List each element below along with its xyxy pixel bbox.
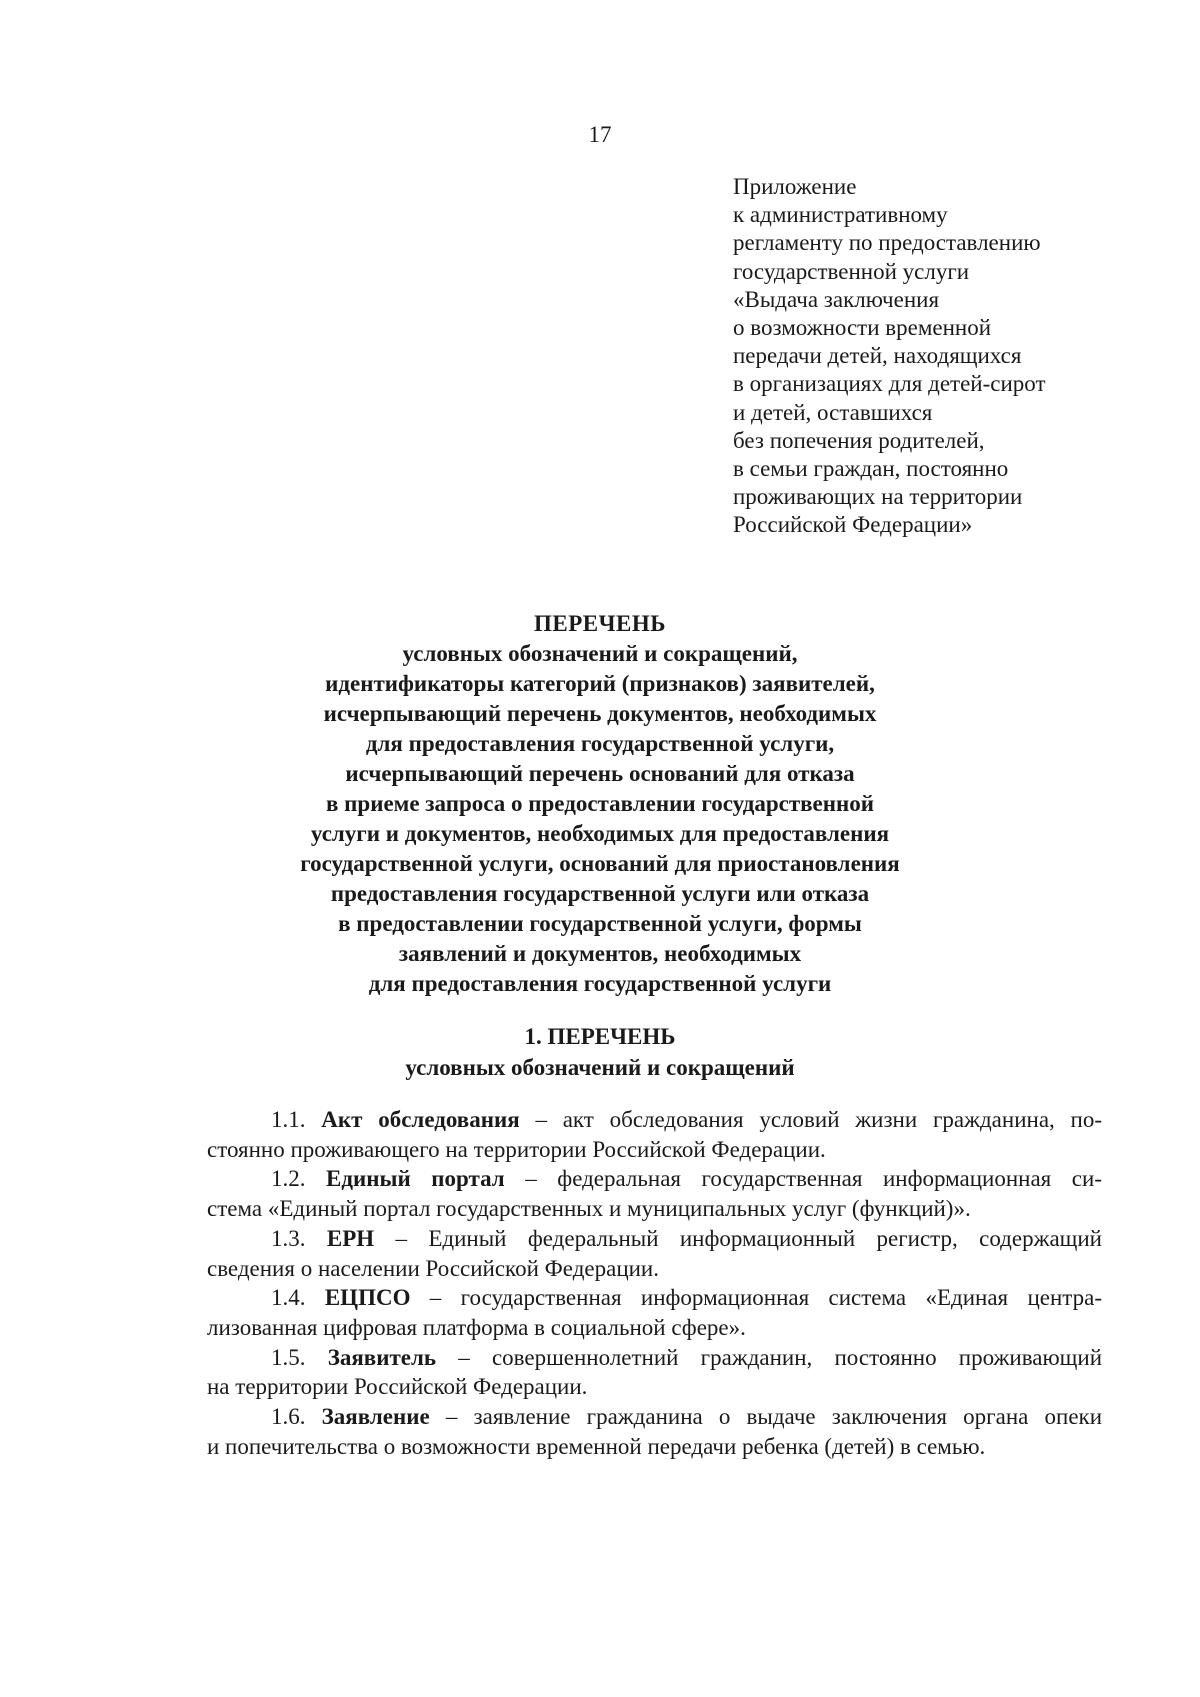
- appendix-note: [733, 173, 1173, 540]
- section-subheading: условных обозначений и сокращений: [405, 1055, 795, 1080]
- definition-item: [207, 1164, 1102, 1223]
- definition-term: ЕРН: [326, 1225, 375, 1251]
- title-line: в приеме запроса о предоставлении государственной: [325, 791, 875, 816]
- definition-number: 1.5.: [271, 1344, 306, 1370]
- section-heading: 1. ПЕРЕЧЕНЬ: [524, 1024, 676, 1049]
- definitions-list: [207, 1105, 1102, 1461]
- title-line: государственной услуги, оснований для приостановления: [300, 851, 900, 876]
- definition-line: [207, 1402, 1102, 1432]
- definition-number: 1.4.: [271, 1285, 306, 1311]
- appendix-line: к административному: [733, 202, 948, 228]
- definition-text: – Единый федеральный информационный регистр, содержащий: [374, 1225, 1102, 1251]
- definition-item: [207, 1105, 1102, 1164]
- document-title: [0, 609, 1200, 999]
- definition-text: – федеральная государственная информационная си-: [504, 1166, 1102, 1192]
- definition-item: [207, 1402, 1102, 1461]
- title-line: для предоставления государственной услуги: [368, 971, 832, 996]
- definition-line: [207, 1224, 1102, 1254]
- appendix-line: Российской Федерации»: [733, 512, 973, 538]
- definition-line: [207, 1343, 1102, 1373]
- page-number: 17: [588, 122, 612, 147]
- definition-term: Заявитель: [327, 1344, 437, 1370]
- appendix-line: Приложение: [733, 174, 857, 199]
- definition-number: 1.1.: [271, 1107, 306, 1132]
- title-line: условных обозначений и сокращений,: [402, 641, 798, 666]
- appendix-line: в организациях для детей-сирот: [733, 371, 1046, 397]
- definition-line: [207, 1164, 1102, 1194]
- title-line: предоставления государственной услуги или отказа: [330, 881, 870, 906]
- appendix-line: о возможности временной: [733, 315, 992, 341]
- appendix-line: «Выдача заключения: [733, 286, 940, 312]
- definition-item: [207, 1224, 1102, 1283]
- definition-term: Акт обследования: [321, 1107, 520, 1132]
- definition-term: Единый портал: [326, 1166, 505, 1192]
- definition-number: 1.6.: [271, 1404, 306, 1430]
- appendix-line: в семьи граждан, постоянно: [733, 456, 1009, 482]
- definition-item: [207, 1283, 1102, 1342]
- title-line: услуги и документов, необходимых для предоставления: [310, 821, 890, 846]
- appendix-line: регламенту по предоставлению: [733, 230, 1041, 256]
- definition-number: 1.2.: [271, 1166, 306, 1192]
- title-line: для предоставления государственной услуги,: [365, 731, 835, 756]
- definition-text: – совершеннолетний гражданин, постоянно проживающий: [436, 1344, 1103, 1370]
- definition-line: [207, 1105, 1102, 1135]
- definition-text: – акт обследования условий жизни гражданина, по-: [519, 1107, 1103, 1132]
- definition-text: – заявление гражданина о выдаче заключения органа опеки: [429, 1404, 1103, 1430]
- definition-line: лизованная цифровая платформа в социальной сфере».: [207, 1314, 746, 1340]
- appendix-line: передачи детей, находящихся: [733, 343, 1022, 369]
- section-1-title: [0, 1021, 1200, 1083]
- definition-line: [207, 1283, 1102, 1313]
- title-line: в предоставлении государственной услуги, формы: [338, 911, 862, 936]
- appendix-line: государственной услуги: [733, 258, 970, 284]
- definition-item: [207, 1343, 1102, 1402]
- definition-text: – государственная информационная система «Единая центра-: [410, 1285, 1102, 1311]
- title-line: заявлений и документов, необходимых: [398, 941, 802, 966]
- definition-line: сведения о населении Российской Федерации.: [207, 1255, 659, 1281]
- definition-number: 1.3.: [271, 1225, 306, 1251]
- definition-term: ЕЦПСО: [324, 1285, 411, 1311]
- definition-term: Заявление: [321, 1404, 430, 1430]
- title-line: исчерпывающий перечень документов, необходимых: [323, 701, 877, 726]
- definition-line: и попечительства о возможности временной передачи ребенка (детей) в семью.: [207, 1433, 986, 1459]
- appendix-line: проживающих на территории: [733, 484, 1023, 510]
- definition-line: стоянно проживающего на территории Российской Федерации.: [207, 1136, 826, 1162]
- definition-line: стема «Единый портал государственных и муниципальных услуг (функций)».: [207, 1196, 971, 1222]
- title-line: исчерпывающий перечень оснований для отказа: [345, 761, 855, 786]
- appendix-line: без попечения родителей,: [733, 427, 985, 453]
- title-heading: ПЕРЕЧЕНЬ: [534, 611, 666, 636]
- appendix-line: и детей, оставшихся: [733, 399, 933, 425]
- title-line: идентификаторы категорий (признаков) заявителей,: [325, 671, 875, 696]
- definition-line: на территории Российской Федерации.: [207, 1374, 588, 1400]
